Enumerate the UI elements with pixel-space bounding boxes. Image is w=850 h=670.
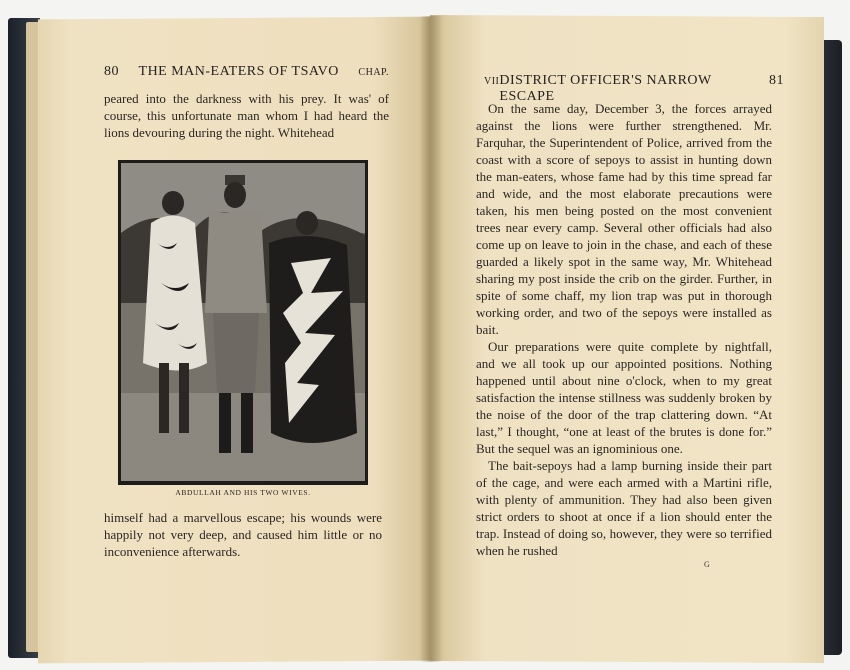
right-body-text: [476, 100, 772, 559]
left-top-text: [104, 90, 389, 142]
left-top-paragraph: peared into the darkness with his prey. It was' of course, this unfortunate man whom I had heard the lions devouring during the night. Whitehead: [104, 91, 389, 141]
left-bottom-text: [104, 510, 382, 560]
photograph-illustration: [121, 163, 365, 481]
book-gutter: [420, 16, 442, 662]
right-paragraph-3: The bait-sepoys had a lamp burning inside their part of the cage, and were each armed with a Martini rifle, with plenty of ammunition. They had also been given strict orders to shoot at once if a lion should enter the trap. Instead of doing so, however, they were so terrified when he rushed: [476, 458, 772, 558]
right-paragraph-2: Our preparations were quite complete by nightfall, and we all took up our appointed positions. Nothing happened until about nine o'clock, when to my great satisfaction the intense stillness was suddenly broken by the noise of the door of the trap clattering down. “At last,” I thought, “one at least of the brutes is done for.” But the sequel was an ignominious one.: [476, 339, 772, 456]
photograph: [121, 163, 365, 481]
photo-caption: ABDULLAH AND HIS TWO WIVES.: [175, 488, 311, 497]
right-paragraph-1: On the same day, December 3, the forces arrayed against the lions were further strengthened. Mr. Farquhar, the Superintendent of Police, arrived from the coast with a score of sepoys to assist in hunting down the man-eaters, whose fame had by this time spread far and wide, and the most elaborate precautions were taken, his men being posted on the most convenient trees near every camp. Several other officials had also come up on leave to join in the chase, and each of these guarded a likely spot in the same way, Mr. Whitehead sharing my post inside the crib on the girder. Further, in spite of some chaff, my lion trap was put in thorough working order, and two of the sepoys were installed as bait.: [476, 101, 772, 337]
left-bottom-paragraph: himself had a marvellous escape; his wounds were happily not very deep, and caused him little or no inconvenience afterwards.: [104, 510, 382, 559]
chapter-numeral: VII: [484, 76, 500, 87]
right-page-number: 81: [769, 73, 784, 88]
left-page-number: 80: [104, 64, 119, 79]
left-running-title: THE MAN-EATERS OF TSAVO: [138, 64, 339, 79]
chap-label: CHAP.: [358, 67, 389, 78]
signature-mark: G: [704, 560, 710, 569]
right-running-title: DISTRICT OFFICER'S NARROW ESCAPE: [499, 73, 712, 104]
left-running-head: [104, 64, 389, 80]
